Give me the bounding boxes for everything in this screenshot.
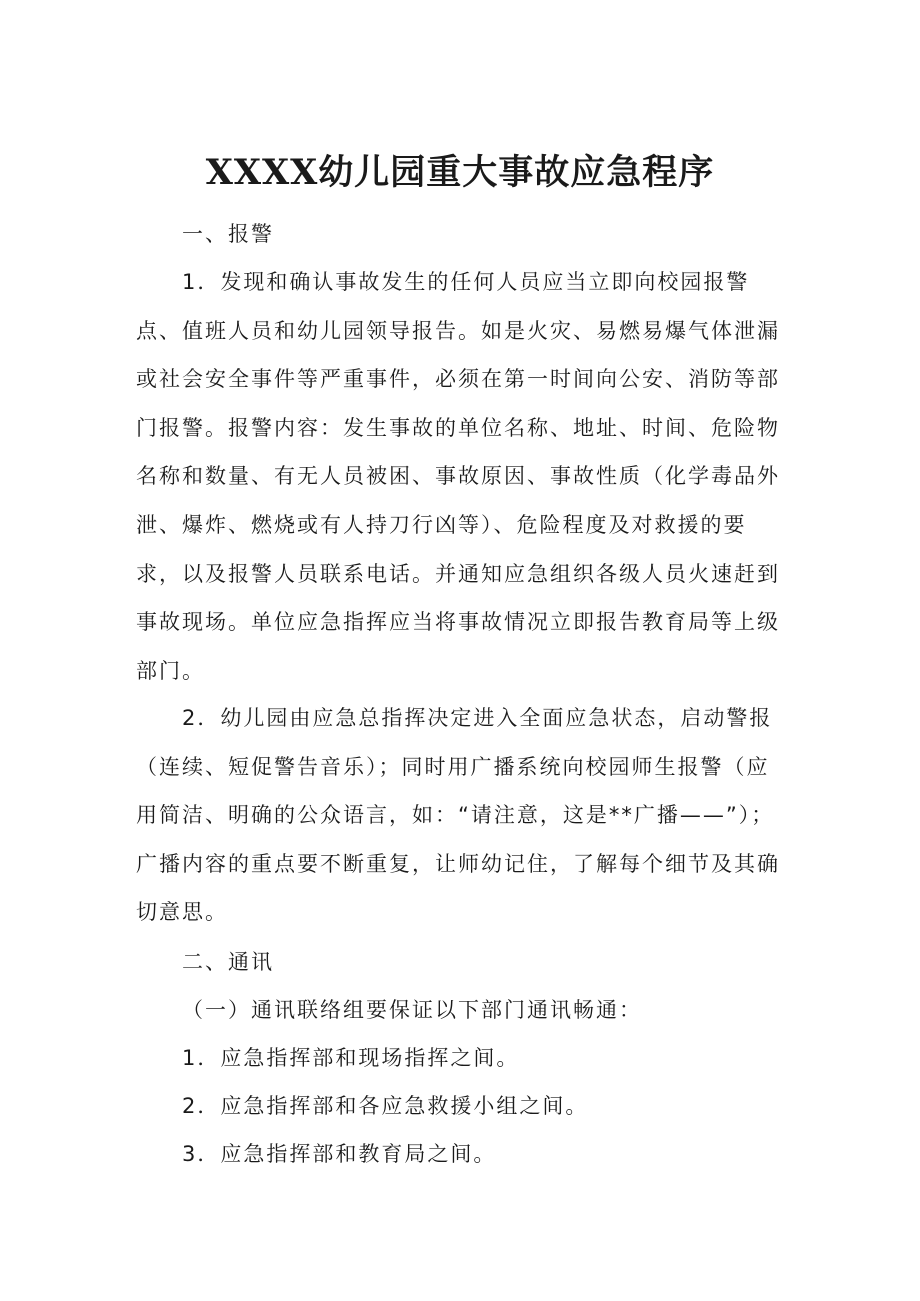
communication-list-item: 1．应急指挥部和现场指挥之间。	[182, 1046, 520, 1070]
communication-subheading: （一）通讯联络组要保证以下部门通讯畅通：	[182, 998, 642, 1022]
communication-list-item: 2．应急指挥部和各应急救援小组之间。	[182, 1094, 589, 1118]
alarm-paragraph-1: 1．发现和确认事故发生的任何人员应当立即向校园报警点、值班人员和幼儿园领导报告。如是火灾、易燃易爆气体泄漏或社会安全事件等严重事件，必须在第一时间向公安、消防等部门报警。报警内容：发生事故的单位名称、地址、时间、危险物名称和数量、有无人员被困、事故原因、事故性质（化学毒品外泄、爆炸、燃烧或有人持刀行凶等）、危险程度及对救援的要求，以及报警人员联系电话。并通知应急组织各级人员火速赶到事故现场。单位应急指挥应当将事故情况立即报告教育局等上级部门。	[136, 270, 780, 683]
section-heading-communication: 二、通讯	[182, 950, 274, 974]
section-heading-alarm: 一、报警	[182, 222, 274, 246]
document-title: XXXX幼儿园重大事故应急程序	[205, 152, 715, 194]
alarm-paragraph-2: 2．幼儿园由应急总指挥决定进入全面应急状态，启动警报（连续、短促警告音乐）；同时用广播系统向校园师生报警（应用简洁、明确的公众语言，如：“请注意，这是**广播——”）；广播内容的重点要不断重复，让师幼记住，了解每个细节及其确切意思。	[136, 706, 780, 925]
communication-list-item: 3．应急指挥部和教育局之间。	[182, 1142, 497, 1166]
